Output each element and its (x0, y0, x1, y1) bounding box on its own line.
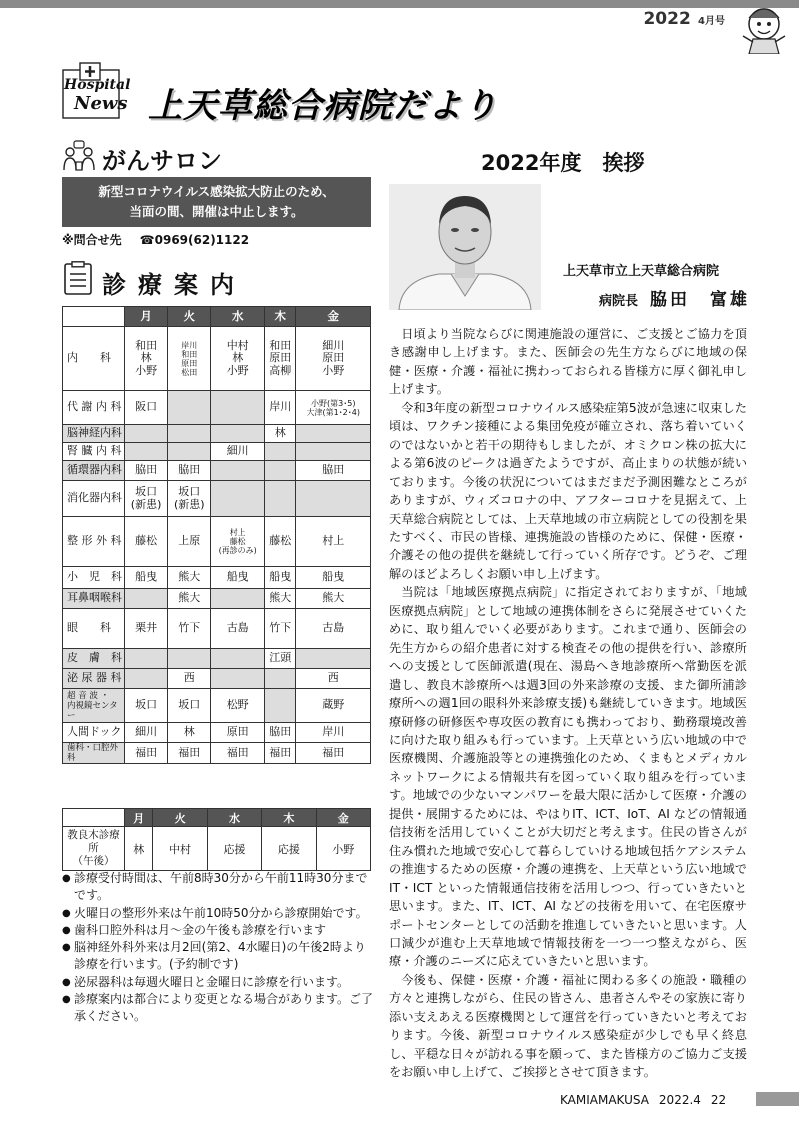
doctor-cell: 熊大 (168, 567, 211, 589)
header-day: 木 (265, 307, 296, 327)
doctor-cell: 脇田 (296, 461, 371, 481)
doctor-cell: 江頭 (265, 649, 296, 669)
schedule-row (63, 589, 371, 609)
schedule-row (63, 425, 371, 443)
doctor-cell: 船曳 (125, 567, 168, 589)
branch-header-corner (63, 809, 125, 827)
doctor-cell: 熊大 (168, 589, 211, 609)
doctor-cell: 坂口 (新患) (168, 481, 211, 517)
clipboard-icon (62, 261, 94, 295)
doctor-cell: 蔵野 (296, 689, 371, 723)
doctor-cell: 松野 (211, 689, 265, 723)
doctor-cell: 中村 林 小野 (211, 327, 265, 391)
note-item: ● 診療案内は都合により変更となる場合があります。ご了承ください。 (62, 991, 374, 1026)
doctor-cell: 上原 (168, 517, 211, 567)
schedule-row (63, 649, 371, 669)
issue-month: 4月号 (698, 16, 725, 27)
doctor-cell: 熊大 (265, 589, 296, 609)
doctor-cell (211, 461, 265, 481)
greeting-body (389, 325, 747, 1082)
top-stripe (0, 0, 799, 8)
footer-bar (756, 1092, 799, 1106)
doctor-cell (265, 669, 296, 689)
doctor-cell: 福田 (125, 743, 168, 764)
schedule-row (63, 481, 371, 517)
doctor-cell: 古島 (296, 609, 371, 649)
schedule-row (63, 723, 371, 743)
doctor-cell: 小野(第3･5) 大津(第1･2･4) (296, 391, 371, 425)
page-title: 上天草総合病院だより (148, 86, 498, 126)
doctor-cell: 船曳 (296, 567, 371, 589)
doctor-cell: 和田 林 小野 (125, 327, 168, 391)
doctor-cell: 福田 (296, 743, 371, 764)
schedule-row (63, 743, 371, 764)
header-day: 火 (168, 307, 211, 327)
doctor-cell (125, 425, 168, 443)
department-cell: 歯科・口腔外科 (63, 743, 125, 764)
doctor-cell: 細川 (211, 443, 265, 461)
logo-news-text: News (74, 93, 128, 114)
department-cell: 整 形 外 科 (63, 517, 125, 567)
header-day: 月 (125, 307, 168, 327)
director-photo (389, 184, 541, 310)
doctor-cell (296, 425, 371, 443)
greeting-paragraph: 令和3年度の新型コロナウイルス感染症第5波が急速に収束した頃は、ワクチン接種による集団免疫が確立され、落ち着いていくのではないかと若干の期待もしましたが、オミクロン株の拡大による第6波のピークは過ぎたようですが、高止まりの状態が続いております。今後の状況についてはまだまだ予測困難なところがありますが、ウィズコロナの中、アフターコロナを見据えて、上天草総合病院としては、上天草地域の市立病院としての役割を果たすべく、市民の皆様、連携施設の皆様のために、保健・医療・介護その他の提供を継続して行っていく所存です。どうぞ、ご理解のほどよろしくお願い申し上げます。 (389, 400, 747, 581)
department-cell: 皮 膚 科 (63, 649, 125, 669)
contact-info (62, 231, 249, 248)
note-item: ● 火曜日の整形外来は午前10時50分から診療開始です。 (62, 905, 374, 922)
doctor-cell (211, 425, 265, 443)
schedule-body (63, 327, 371, 764)
doctor-cell (168, 391, 211, 425)
note-item: ● 歯科口腔外科は月～金の午後も診療を行います (62, 922, 374, 939)
doctor-cell: 竹下 (265, 609, 296, 649)
page-footer (560, 1093, 736, 1107)
department-cell: 消化器内科 (63, 481, 125, 517)
doctor-cell: 船曳 (211, 567, 265, 589)
cancer-salon-title: がんサロン (102, 147, 222, 175)
doctor-cell: 細川 原田 小野 (296, 327, 371, 391)
doctor-cell (168, 425, 211, 443)
note-item: ● 診療受付時間は、午前8時30分から午前11時30分までです。 (62, 870, 374, 905)
header-day: 金 (316, 809, 370, 827)
department-cell: 循環器内科 (63, 461, 125, 481)
footer-date: 2022.4 (658, 1093, 701, 1107)
department-cell: 超 音 波 ・ 内視鏡センター (63, 689, 125, 723)
doctor-cell (211, 391, 265, 425)
logo-hospital-text: Hospital (64, 77, 131, 93)
doctor-cell: 熊大 (296, 589, 371, 609)
greeting-paragraph: 今後も、保健・医療・介護・福祉に関わる多くの施設・職種の方々と連携しながら、住民の皆さん、患者さんやその家族に寄り添い支えあえる医療機関として運営を行っていきたいと考えております。今後、新型コロナウイルス感染症が少しでも早く終息し、平穏な日々が訪れる事を願って、また皆様方のご協力ご支援をお願い申し上げて、ご挨拶とさせて頂きます。 (389, 972, 747, 1080)
department-cell: 脳神経内科 (63, 425, 125, 443)
doctor-cell: 林 (265, 425, 296, 443)
doctor-cell (125, 443, 168, 461)
schedule-row (63, 443, 371, 461)
header-day: 水 (207, 809, 261, 827)
header-day: 火 (153, 809, 207, 827)
contact-label: ※問合せ先 (62, 233, 122, 247)
schedule-row (63, 517, 371, 567)
note-item: ● 泌尿器科は毎週火曜日と金曜日に診療を行います。 (62, 974, 374, 991)
schedule-row (63, 689, 371, 723)
greeting-paragraph: 日頃より当院ならびに関連施設の運営に、ご支援とご協力を頂き感謝申し上げます。また、医師会の先生方ならびに地域の保健・医療・介護・福祉に携わっておられる皆様方に厚く御礼申し上げます。 (389, 327, 747, 397)
doctor-cell: 脇田 (125, 461, 168, 481)
doctor-cell: 阪口 (125, 391, 168, 425)
header-day: 月 (125, 809, 153, 827)
doctor-cell (211, 669, 265, 689)
doctor-cell (211, 481, 265, 517)
top-band (0, 0, 799, 40)
doctor-cell: 藤松 (265, 517, 296, 567)
doctor-cell: 林 (168, 723, 211, 743)
doctor-cell: 古島 (211, 609, 265, 649)
schedule-row (63, 567, 371, 589)
doctor-cell: 脇田 (265, 723, 296, 743)
issue-year: 2022 (643, 9, 691, 29)
department-cell: 腎 臓 内 科 (63, 443, 125, 461)
branch-row (63, 827, 371, 871)
doctor-cell: 福田 (211, 743, 265, 764)
doctor-cell: 村上 (296, 517, 371, 567)
director-credit (599, 285, 750, 310)
doctor-cell (296, 443, 371, 461)
hospital-name: 上天草市立上天草総合病院 (563, 264, 720, 279)
doctor-cell: 村上 藤松 (再診のみ) (211, 517, 265, 567)
doctor-cell: 脇田 (168, 461, 211, 481)
footer-page-number: 22 (710, 1093, 727, 1107)
doctor-cell: 藤松 (125, 517, 168, 567)
department-cell: 小 児 科 (63, 567, 125, 589)
contact-tel: ☎0969(62)1122 (139, 233, 250, 247)
doctor-cell (265, 689, 296, 723)
note-item: ● 脳神経外科外来は月2回(第2、4水曜日)の午後2時より診療を行います。(予約制です) (62, 939, 374, 974)
doctor-cell (211, 649, 265, 669)
branch-cell: 林 (125, 827, 153, 871)
department-cell: 代 謝 内 科 (63, 391, 125, 425)
doctor-cell (265, 443, 296, 461)
salon-notice (62, 177, 371, 227)
doctor-cell: 岸川 (265, 391, 296, 425)
footer-publication: KAMIAMAKUSA (560, 1093, 649, 1107)
director-name: 脇田 富雄 (650, 290, 751, 310)
branch-header-row (63, 809, 371, 827)
header-day: 水 (211, 307, 265, 327)
schedule-row (63, 461, 371, 481)
header-day: 金 (296, 307, 371, 327)
department-cell: 泌 尿 器 科 (63, 669, 125, 689)
doctor-cell: 細川 (125, 723, 168, 743)
clinic-notes (62, 870, 374, 1026)
notice-line-1: 新型コロナウイルス感染拡大防止のため、 (98, 184, 335, 199)
branch-cell: 応援 (207, 827, 261, 871)
schedule-row (63, 327, 371, 391)
people-chat-icon (62, 140, 96, 172)
doctor-cell: 原田 (211, 723, 265, 743)
doctor-cell (168, 443, 211, 461)
doctor-cell (265, 461, 296, 481)
schedule-row (63, 609, 371, 649)
department-cell: 内 科 (63, 327, 125, 391)
doctor-cell (168, 649, 211, 669)
clinic-schedule-table (62, 306, 371, 764)
doctor-cell: 福田 (168, 743, 211, 764)
schedule-row (63, 669, 371, 689)
doctor-cell: 坂口 (125, 689, 168, 723)
doctor-cell (125, 589, 168, 609)
header-corner (63, 307, 125, 327)
doctor-cell (125, 649, 168, 669)
doctor-cell: 岸川 (296, 723, 371, 743)
doctor-cell (125, 669, 168, 689)
department-cell: 耳鼻咽喉科 (63, 589, 125, 609)
doctor-cell (296, 649, 371, 669)
branch-cell: 小野 (316, 827, 370, 871)
director-role: 病院長 (599, 294, 639, 309)
notice-line-2: 当面の間、開催は中止します。 (129, 204, 304, 219)
doctor-cell: 岸川 和田 原田 松田 (168, 327, 211, 391)
department-cell: 眼 科 (63, 609, 125, 649)
hospital-news-logo (62, 62, 132, 120)
branch-dept: 教良木診療所 （午後） (63, 827, 125, 871)
issue-label (643, 9, 725, 29)
doctor-cell (296, 481, 371, 517)
doctor-cell: 和田 原田 高柳 (265, 327, 296, 391)
doctor-cell: 福田 (265, 743, 296, 764)
director-portrait (389, 184, 541, 310)
clinic-schedule-title: 診療案内 (102, 271, 246, 299)
greeting-title: 2022年度 挨拶 (481, 151, 645, 175)
department-cell: 人間ドック (63, 723, 125, 743)
doctor-cell: 竹下 (168, 609, 211, 649)
doctor-cell: 坂口 (新患) (125, 481, 168, 517)
doctor-cell: 栗井 (125, 609, 168, 649)
branch-cell: 応援 (262, 827, 316, 871)
greeting-paragraph: 当院は「地域医療拠点病院」に指定されておりますが、「地域医療拠点病院」として地域の連携体制をさらに発展させていくために、取り組んでいく必要があります。これまで通り、医師会の先生方からの紹介患者に対する検査その他の提供を行い、診療所への支援として医師派遣(現在、湯島へき地診療所へ常勤医を派遣し、教良木診療所へは週3回の外来診療の支援、また御所浦診療所への週1回の眼科外来診療支援)も継続していきます。地域医療研修の研修医や専攻医の教育にも携わっており、勤務環境改善に向けた取り組みも行っています。上天草という広い地域の中で医療機関、介護施設等との連携強化のため、くまもとメディカルネットワークによる情報共有を図っていく取り組みを行っています。地域での少ないマンパワーを最大限に活かして医療・介護の提供・展開するためには、やはりIT、ICT、IoT、AI などの情報通信技術を活用していくことが大切だと考えます。住民の皆さんが住み慣れた地域で安心して暮らしていける地域包括ケアシステムの推進するための医療・介護の連携を、上天草という広い地域で IT・ICT といった情報通信技術を活用しつつ、行っていきたいと思います。また、IT、ICT、AI などの技術を用いて、在宅医療サポートセンターとしての活動を推進していきたいと思います。人口減少が進む上天草地域で情報技術を一つ一つ整えながら、医療・介護のニーズに応えていきたいと思います。 (389, 585, 747, 969)
doctor-cell: 西 (168, 669, 211, 689)
doctor-cell: 坂口 (168, 689, 211, 723)
schedule-row (63, 391, 371, 425)
mascot-illustration (739, 2, 789, 54)
doctor-cell (211, 589, 265, 609)
branch-cell: 中村 (153, 827, 207, 871)
doctor-cell: 西 (296, 669, 371, 689)
doctor-cell (265, 481, 296, 517)
doctor-cell: 船曳 (265, 567, 296, 589)
schedule-header-row (63, 307, 371, 327)
branch-clinic-table (62, 808, 371, 871)
header-day: 木 (262, 809, 316, 827)
